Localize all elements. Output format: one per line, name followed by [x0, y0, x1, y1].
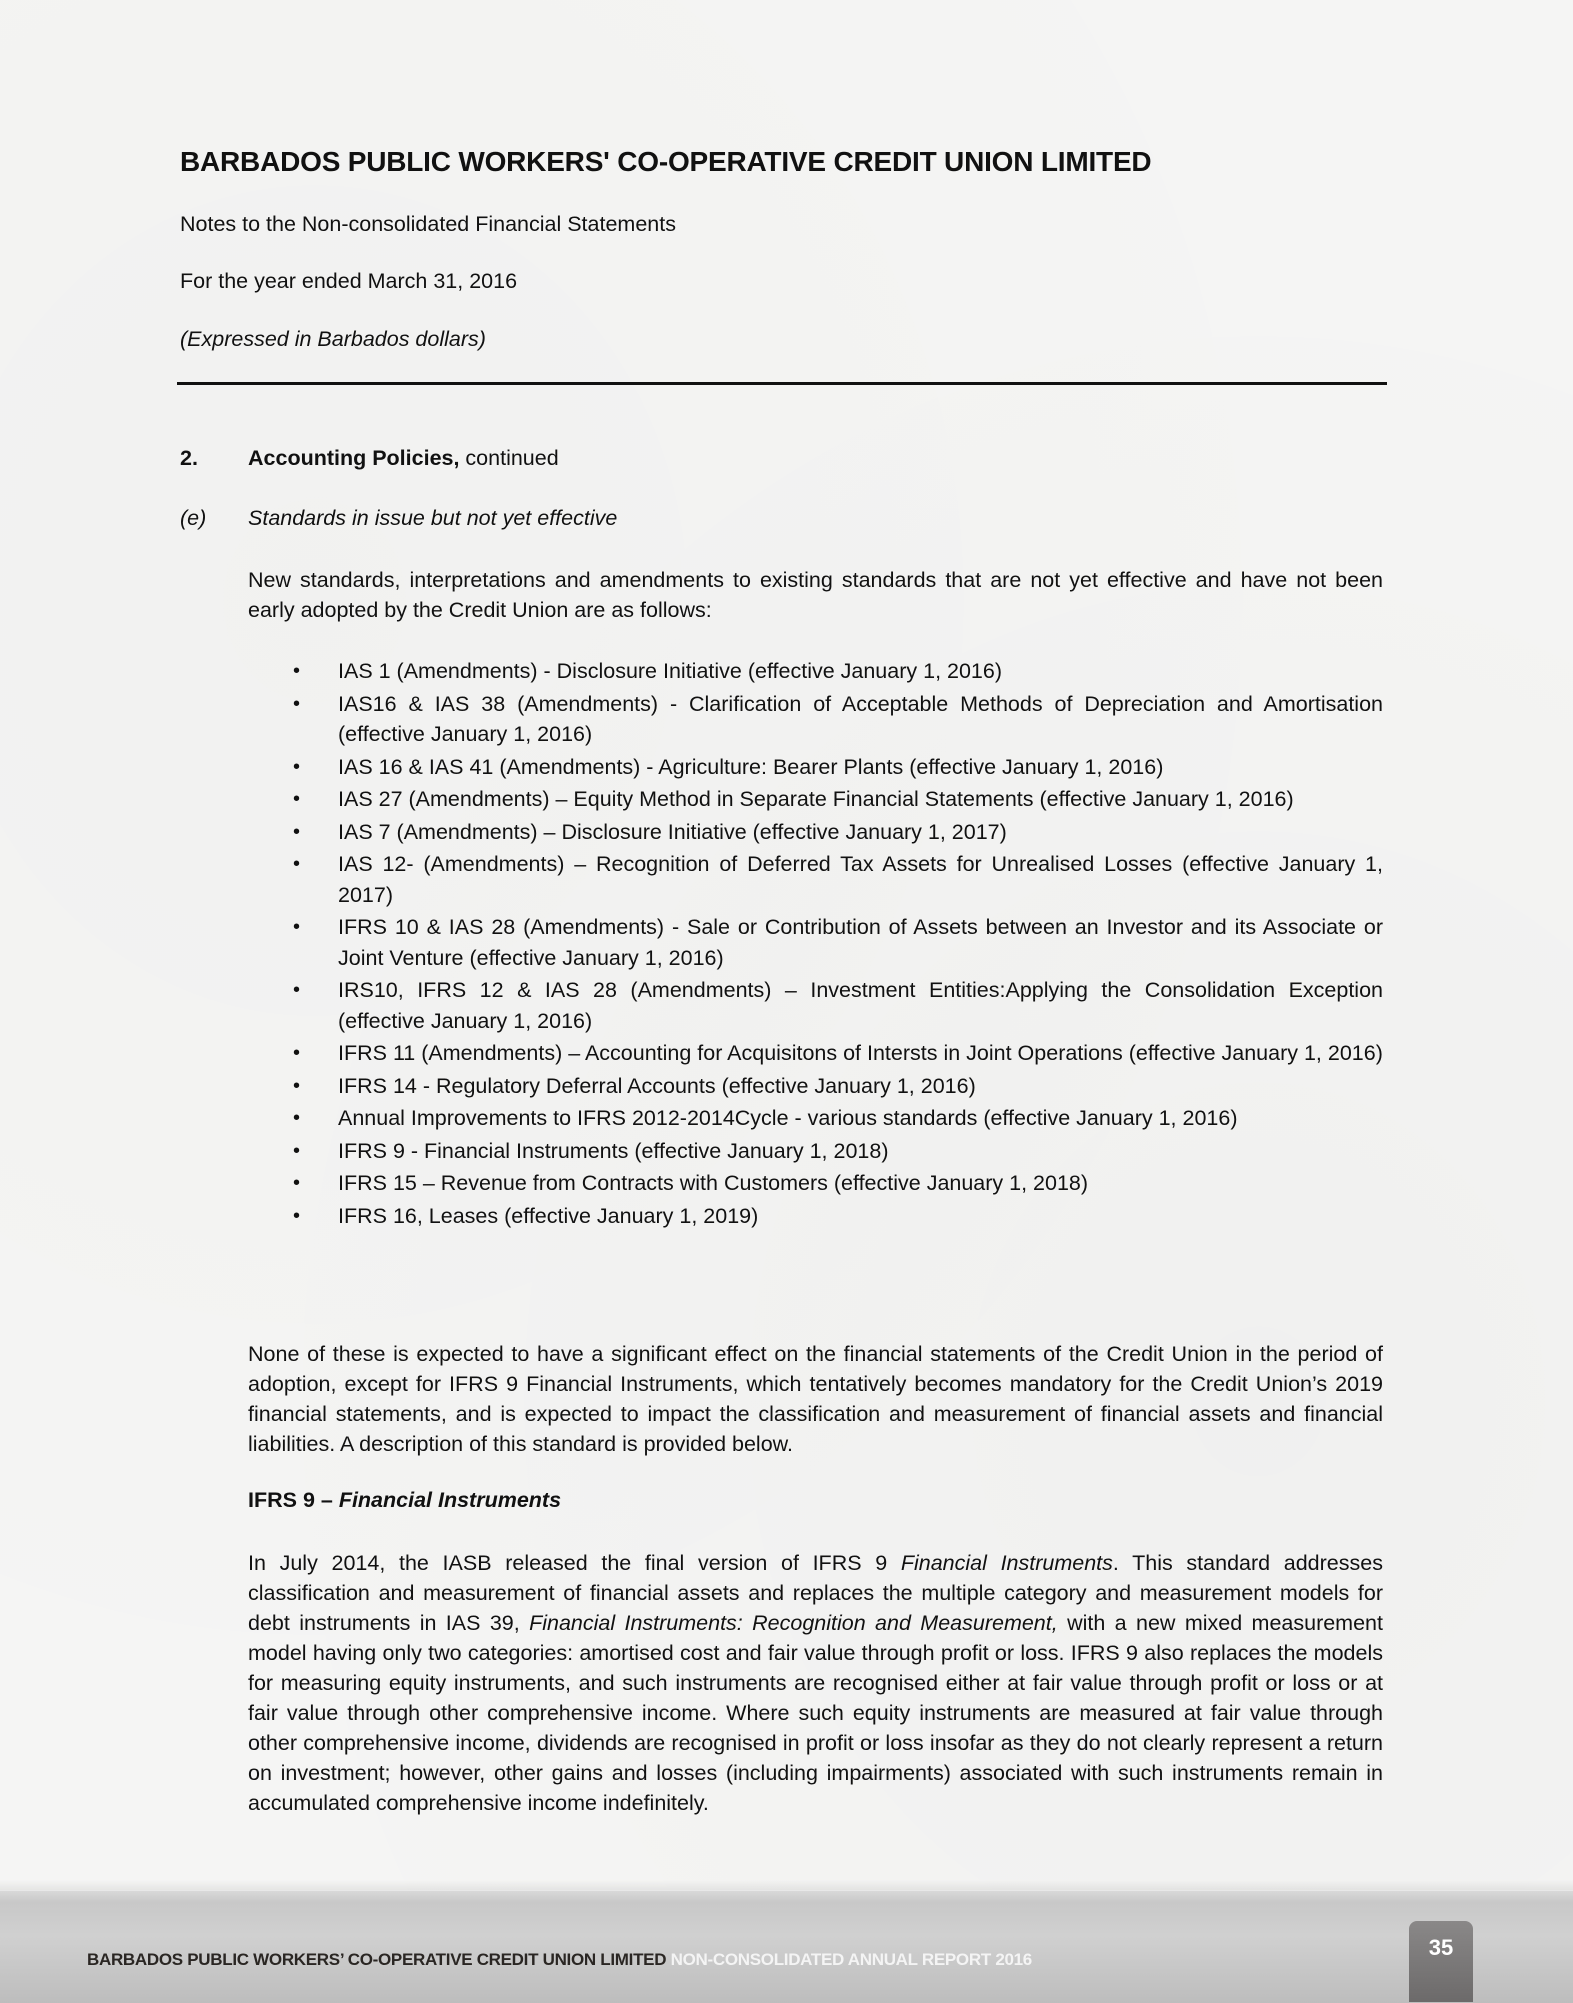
ifrs9-heading-prefix: IFRS 9 – [248, 1488, 339, 1512]
standard-list-item [248, 752, 1383, 783]
page-footer [0, 1890, 1573, 2003]
subsection-title: Standards in issue but not yet effective [248, 506, 618, 530]
standard-list-item [248, 975, 1383, 1036]
standards-list [248, 656, 1383, 1233]
bullet-icon: • [293, 1042, 301, 1064]
standard-text: IFRS 16, Leases (effective January 1, 2019) [338, 1203, 759, 1228]
standard-list-item [248, 912, 1383, 973]
standard-list-item [248, 849, 1383, 910]
bullet-icon: • [293, 1139, 301, 1162]
reporting-period: For the year ended March 31, 2016 [180, 269, 518, 293]
bullet-icon: • [293, 853, 301, 875]
bullet-icon: • [293, 1107, 301, 1129]
document-subtitle: Notes to the Non-consolidated Financial Statements [180, 212, 676, 236]
subsection-marker: (e) [180, 506, 207, 530]
standard-text: IAS 1 (Amendments) - Disclosure Initiative (effective January 1, 2016) [338, 659, 1003, 683]
ifrs9-description-paragraph [248, 1548, 1383, 1818]
standard-text: IAS 7 (Amendments) – Disclosure Initiative (effective January 1, 2017) [338, 819, 1007, 844]
header-divider [177, 382, 1387, 385]
currency-note: (Expressed in Barbados dollars) [180, 327, 486, 351]
bullet-icon: • [293, 820, 301, 843]
standard-text: IFRS 10 & IAS 28 (Amendments) - Sale or Contribution of Assets between an Investor and its Associate or Joint Venture (effective January 1, 2016) [338, 915, 1383, 970]
standard-list-item [248, 1071, 1383, 1102]
section-number: 2. [180, 446, 198, 470]
bullet-icon: • [293, 660, 301, 682]
footer-text [87, 1950, 1032, 1970]
standard-list-item [248, 1168, 1383, 1199]
bullet-icon: • [293, 788, 301, 810]
bullet-icon: • [293, 692, 301, 715]
intro-paragraph: New standards, interpretations and amendments to existing standards that are not yet effective and have not been early adopted by the Credit Union are as follows: [248, 568, 1383, 622]
bullet-icon: • [293, 1204, 301, 1227]
bullet-icon: • [293, 979, 301, 1001]
standard-text: IFRS 11 (Amendments) – Accounting for Acquisitons of Intersts in Joint Operations (effective January 1, 2016) [338, 1041, 1383, 1065]
section-title-bold: Accounting Policies, [248, 446, 460, 470]
footer-org-name: BARBADOS PUBLIC WORKERS’ CO-OPERATIVE CREDIT UNION LIMITED [87, 1950, 667, 1969]
bullet-icon: • [293, 1074, 301, 1097]
ifrs9-text-c: . This standard addresses classification and measurement of financial assets and replaces the multiple category and measurement models for debt instruments in IAS 39, [248, 1551, 1383, 1635]
ifrs9-heading-title: Financial Instruments [338, 1488, 562, 1512]
standard-text: IAS16 & IAS 38 (Amendments) - Clarification of Acceptable Methods of Depreciation and Amortisation (effective January 1, 2016) [338, 691, 1383, 746]
standard-text: IRS10, IFRS 12 & IAS 28 (Amendments) – Investment Entities:Applying the Consolidation Exception (effective January 1, 2016) [338, 978, 1383, 1033]
standard-list-item [248, 1038, 1383, 1069]
standard-list-item [248, 1136, 1383, 1167]
bullet-icon: • [293, 1172, 301, 1194]
ifrs9-text-e: with a new mixed measurement model having only two categories: amortised cost and fair value through profit or loss. IFRS 9 also replaces the models for measuring equity instruments, and such instruments are recognised either at fair value through profit or loss or at fair value through other comprehensive income. Where such equity instruments are measured at fair value through other comprehensive income, dividends are recognised in profit or loss insofar as they do not clearly represent a return on investment; however, other gains and losses (including impairments) associated with such instruments remain in accumulated comprehensive income indefinitely. [248, 1611, 1383, 1815]
standard-text: IAS 16 & IAS 41 (Amendments) - Agriculture: Bearer Plants (effective January 1, 2016) [338, 754, 1164, 779]
standard-list-item [248, 689, 1383, 750]
ifrs9-text-italic-d: Financial Instruments: Recognition and Measurement, [529, 1611, 1058, 1635]
section-title-continued: continued [459, 446, 559, 470]
standard-text: IAS 12- (Amendments) – Recognition of Deferred Tax Assets for Unrealised Losses (effective January 1, 2017) [338, 852, 1383, 907]
summary-paragraph: None of these is expected to have a significant effect on the financial statements of the Credit Union in the period of adoption, except for IFRS 9 Financial Instruments, which tentatively becomes mandatory for the Credit Union’s 2019 financial statements, and is expected to impact the classification and measurement of financial assets and financial liabilities. A description of this standard is provided below. [248, 1342, 1383, 1456]
standard-list-item [248, 656, 1383, 687]
standard-list-item [248, 817, 1383, 848]
ifrs9-text-a: In July 2014, the IASB released the final version of IFRS 9 [248, 1551, 901, 1575]
standard-text: IFRS 9 - Financial Instruments (effective January 1, 2018) [338, 1138, 889, 1163]
bullet-icon: • [293, 755, 301, 778]
organization-title: BARBADOS PUBLIC WORKERS' CO-OPERATIVE CREDIT UNION LIMITED [180, 146, 1152, 177]
page-number: 35 [1428, 1935, 1454, 1960]
standard-list-item [248, 1103, 1383, 1134]
standard-text: IAS 27 (Amendments) – Equity Method in Separate Financial Statements (effective January 1, 2016) [338, 787, 1294, 811]
standard-text: IFRS 15 – Revenue from Contracts with Customers (effective January 1, 2018) [338, 1171, 1089, 1195]
ifrs9-text-italic-b: Financial Instruments [900, 1551, 1113, 1575]
standard-text: IFRS 14 - Regulatory Deferral Accounts (effective January 1, 2016) [338, 1073, 976, 1098]
bullet-icon: • [293, 916, 301, 938]
footer-report-title: NON-CONSOLIDATED ANNUAL REPORT 2016 [666, 1950, 1032, 1969]
standard-text: Annual Improvements to IFRS 2012-2014Cycle - various standards (effective January 1, 2016) [338, 1106, 1238, 1130]
page-number-tab [1409, 1921, 1473, 2002]
standard-list-item [248, 1201, 1383, 1232]
ifrs9-heading [248, 1488, 561, 1513]
standard-list-item [248, 784, 1383, 815]
section-title [248, 446, 559, 471]
